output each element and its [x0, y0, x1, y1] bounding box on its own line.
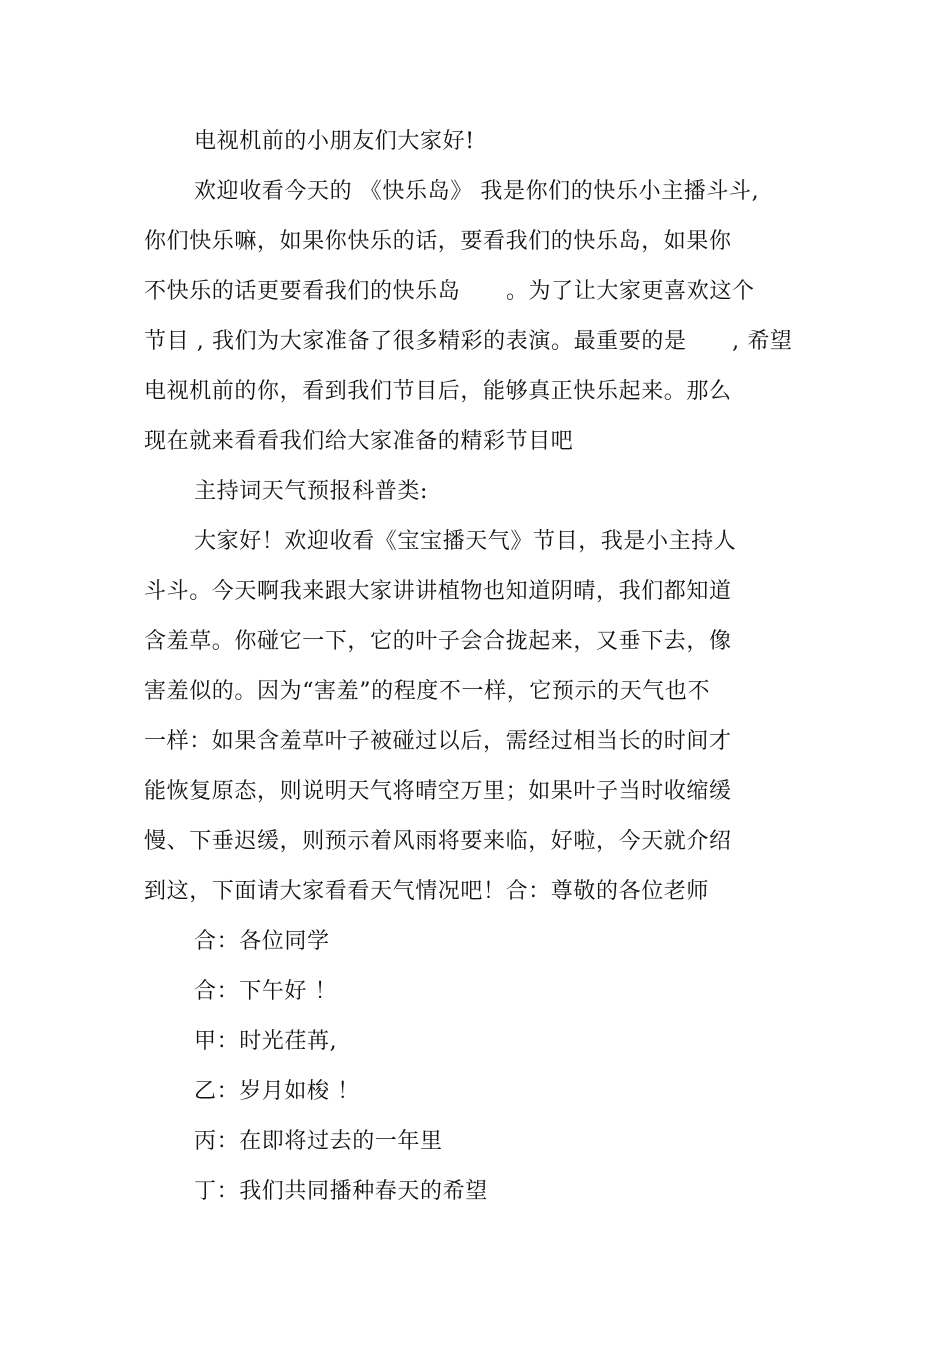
text-line: 电视机前的你，看到我们节目后，能够真正快乐起来。那么	[144, 379, 732, 404]
text-line: 电视机前的小朋友们大家好!	[194, 129, 475, 154]
text-line: 大家好！欢迎收看《宝宝播天气》节目，我是小主持人	[194, 529, 737, 554]
text-line: 斗斗。今天啊我来跟大家讲讲植物也知道阴晴，我们都知道	[144, 579, 732, 604]
text-line: 不快乐的话更要看我们的快乐岛 。为了让大家更喜欢这个	[144, 279, 755, 304]
text-line: 能恢复原态，则说明天气将晴空万里；如果叶子当时收缩缓	[144, 779, 732, 804]
text-line: 现在就来看看我们给大家准备的精彩节目吧	[144, 429, 574, 454]
dialogue-line: 合：下午好 ！	[194, 979, 338, 1004]
dialogue-line: 丁：我们共同播种春天的希望	[194, 1179, 488, 1204]
text-line: 欢迎收看今天的 《快乐岛》 我是你们的快乐小主播斗斗,	[194, 179, 760, 204]
dialogue-line: 甲：时光荏苒,	[194, 1029, 338, 1054]
dialogue-line: 乙：岁月如梭 ！	[194, 1079, 360, 1104]
text-line: 害羞似的。因为“害羞”的程度不一样，它预示的天气也不	[144, 679, 711, 704]
text-line: 到这，下面请大家看看天气情况吧！合：尊敬的各位老师	[144, 879, 710, 904]
text-line: 慢、下垂迟缓，则预示着风雨将要来临，好啦，今天就介绍	[144, 829, 732, 854]
text-line: 一样：如果含羞草叶子被碰过以后，需经过相当长的时间才	[144, 729, 732, 754]
text-line: 节目 , 我们为大家准备了很多精彩的表演。最重要的是 , 希望	[144, 329, 793, 354]
text-line: 含羞草。你碰它一下，它的叶子会合拢起来，又垂下去，像	[144, 629, 732, 654]
section-heading: 主持词天气预报科普类:	[194, 479, 429, 504]
dialogue-line: 合：各位同学	[194, 929, 330, 954]
dialogue-line: 丙：在即将过去的一年里	[194, 1129, 443, 1154]
text-line: 你们快乐嘛，如果你快乐的话，要看我们的快乐岛，如果你	[144, 229, 732, 254]
